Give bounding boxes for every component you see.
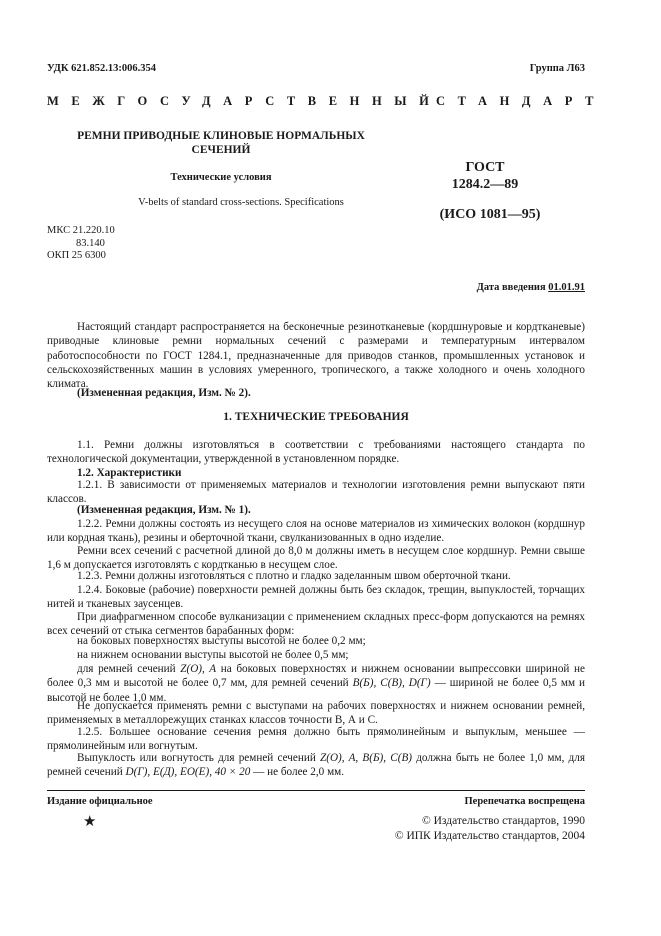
star-icon: ★ [83,814,97,830]
gost-label: ГОСТ [465,160,505,175]
intro-paragraph: Настоящий стандарт распространяется на бесконечные резинотканевые (кордшнуровые и кордтканевые) приводные клиновые ремни нормальных сечений с размерами и температурным интервалом работоспособности по ГОСТ 1284.1, предназначенные для приводов станков, промышленных установок и сельскохозяйственных машин в условиях умеренного, тропического, а также холодного и очень холодного климата. [47,321,585,391]
mks-code-2: 83.140 [76,238,105,249]
gost-number: 1284.2—89 [451,177,519,192]
convexity-text-c: — не более 2,0 мм. [250,766,345,779]
mks-code: МКС 21.220.10 [47,225,115,236]
official-edition-label: Издание официальное [47,796,153,807]
clause-1-2-3: 1.2.3. Ремни должны изготовляться с плотно и гладко заделанным швом оберточной ткани. [77,570,511,582]
section-heading: 1. ТЕХНИЧЕСКИЕ ТРЕБОВАНИЯ [223,411,409,423]
press-flash-text-a: для ремней сечений [77,663,181,675]
intro-date [477,282,585,293]
clause-1-2-4: 1.2.4. Боковые (рабочие) поверхности ремней должны быть без складок, трещин, выпуклостей, торчащих нитей и тканевых заусенцев. [47,584,585,611]
standard-banner-left: МЕЖГОСУДАРСТВЕННЫЙ [47,94,442,108]
section-list-zabc: Z(O), A, B(Б), C(B) [320,752,413,764]
clause-1-2-5: 1.2.5. Большее основание сечения ремня должно быть прямолинейным и выпуклым, меньшее — прямолинейным или вогнутым. [47,726,585,753]
convexity-text-a: Выпуклость или вогнутость для ремней сечений [77,752,321,764]
amendment-note-1: (Измененная редакция, Изм. № 1). [77,504,251,516]
convexity-paragraph [47,751,585,780]
clause-1-2-2: 1.2.2. Ремни должны состоять из несущего слоя на основе материалов из химических волокон (кордшнур или кордная ткань), резины и оберточной ткани, свулканизованных в одно изделие. [47,518,585,545]
doc-subtitle: Технические условия [170,172,272,183]
forbid-paragraph: Не допускается применять ремни с выступами на рабочих поверхностях и нижнем основании ремней, применяемых в металлорежущих станках классов точности В, А и С. [47,700,585,727]
doc-title [47,129,395,157]
doc-title-line1: РЕМНИ ПРИВОДНЫЕ КЛИНОВЫЕ НОРМАЛЬНЫХ [77,130,365,142]
doc-english-title: V-belts of standard cross-sections. Specifications [138,197,344,208]
clause-1-1: 1.1. Ремни должны изготовляться в соответствии с требованиями настоящего стандарта по технологической документации, утвержденной в установленном порядке. [47,439,585,466]
press-flash-text-b: на боковых поверхностях и нижнем основании выпрессовки шириной не более 0,3 мм и высотой не более 0,7 мм, для ремней сечений [47,663,586,690]
doc-title-line2: СЕЧЕНИЙ [191,144,251,156]
convexity-text-b: должна быть не более 1,0 мм, для ремней сечений [47,752,585,779]
copyright-2004: © ИПК Издательство стандартов, 2004 [394,830,585,842]
cord-length-paragraph: Ремни всех сечений с расчетной длиной до 8,0 м должны иметь в несущем слое кордшнур. Ремни свыше 1,6 м допускается изготовлять с кордтканью в несущем слое. [47,545,585,572]
bottom-protrusion-line: на нижнем основании выступы высотой не более 0,5 мм; [77,649,349,661]
amendment-note-2: (Измененная редакция, Изм. № 2). [77,387,251,399]
reprint-prohibited-label: Перепечатка воспрещена [464,796,585,807]
copyright-1990: © Издательство стандартов, 1990 [421,815,585,827]
clause-1-2-1: 1.2.1. В зависимости от применяемых материалов и технологии изготовления ремни выпускают пяти классов. [47,479,585,506]
standard-banner-right: СТАНДАРТ [436,94,607,108]
section-list-za: Z(O), A [180,663,217,675]
group-code: Группа Л63 [529,63,585,74]
intro-date-label: Дата введения [476,282,546,293]
iso-reference: (ИСО 1081—95) [439,207,541,222]
udk-code: УДК 621.852.13:006.354 [47,63,156,74]
press-flash-text-c: — шириной не более 0,5 мм и высотой не более 1,0 мм. [47,677,585,704]
okp-code: ОКП 25 6300 [47,250,106,261]
footer-divider [47,790,585,791]
clause-1-2-heading: 1.2. Характеристики [77,467,182,479]
section-list-def: D(Г), E(Д), EO(E), 40 × 20 [125,766,251,779]
intro-date-value: 01.01.91 [548,282,585,293]
side-protrusion-line: на боковых поверхностях выступы высотой не более 0,2 мм; [77,635,366,647]
section-list-bcd: B(Б), C(B), D(Г) [352,677,431,690]
vulcanization-paragraph: При диафрагменном способе вулканизации с применением складных пресс-форм допускаются на ремнях всех сечений от стыка сегментов барабанных форм: [47,611,585,638]
